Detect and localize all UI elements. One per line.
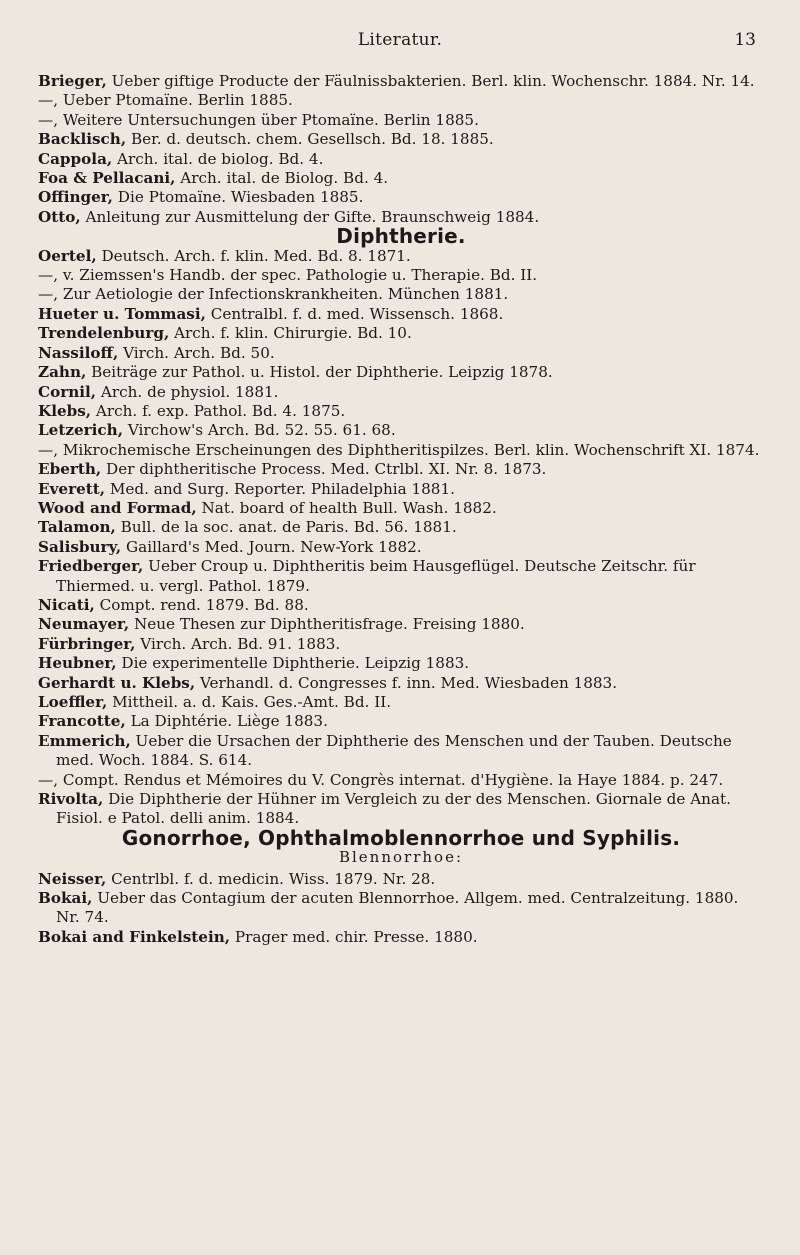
bibliography-entry — [38, 732, 764, 771]
bibliography-entry — [38, 421, 764, 440]
entry-text: Ueber Croup u. Diphtheritis beim Hausgeflügel. Deutsche Zeitschr. für Thiermed. u. vergl. Pathol. 1879. — [56, 557, 696, 595]
bibliography-entry — [38, 889, 764, 928]
bibliography-entry — [38, 654, 764, 673]
entry-text: Arch. f. klin. Chirurgie. Bd. 10. — [169, 324, 412, 343]
entry-text: Beiträge zur Pathol. u. Histol. der Diphtherie. Leipzig 1878. — [86, 363, 553, 382]
entry-author: Zahn, — [38, 363, 87, 382]
entry-text: Arch. ital. de biolog. Bd. 4. — [112, 149, 324, 168]
bibliography-entry — [38, 344, 764, 363]
bibliography-entry — [38, 790, 764, 829]
entry-text: Gaillard's Med. Journ. New-York 1882. — [121, 537, 422, 556]
running-title: Literatur. — [357, 30, 443, 50]
bibliography-entry — [38, 383, 764, 402]
bibliography-entry — [38, 247, 764, 266]
entry-text: Mittheil. a. d. Kais. Ges.-Amt. Bd. II. — [107, 693, 392, 711]
page-header — [0, 30, 800, 54]
entry-text: Centralbl. f. d. med. Wissensch. 1868. — [205, 304, 504, 323]
entry-author: Nassiloff, — [38, 343, 119, 362]
bibliography-entry — [38, 674, 764, 693]
entry-text: Der diphtheritische Process. Med. Ctrlbl. XI. Nr. 8. 1873. — [101, 460, 547, 479]
entry-text: Anleitung zur Ausmittelung der Gifte. Braunschweig 1884. — [80, 207, 540, 226]
entry-author: Salisbury, — [38, 537, 122, 556]
entry-text: Ueber die Ursachen der Diphtherie des Menschen und der Tauben. Deutsche med. Woch. 1884. S. 614. — [56, 731, 732, 770]
bibliography — [38, 72, 764, 947]
entry-text: Bull. de la soc. anat. de Paris. Bd. 56. 1881. — [115, 518, 457, 537]
entry-text: Neue Thesen zur Diphtheritisfrage. Freising 1880. — [129, 615, 525, 634]
entry-author: Cappola, — [38, 149, 113, 168]
entry-author: Gerhardt u. Klebs, — [38, 673, 196, 692]
entry-author: Talamon, — [38, 518, 116, 537]
entry-text: Arch. f. exp. Pathol. Bd. 4. 1875. — [91, 401, 346, 420]
bibliography-entry — [38, 635, 764, 654]
bibliography-entry — [38, 324, 764, 343]
bibliography-entry — [38, 460, 764, 479]
bibliography-entry — [38, 557, 764, 596]
entry-text: —, Mikrochemische Erscheinungen des Diphtheritispilzes. Berl. klin. Wochenschrift XI. 1874. — [38, 440, 760, 459]
entry-author: Cornil, — [38, 382, 97, 401]
entry-author: Bokai and Finkelstein, — [38, 927, 231, 946]
entry-text: —, Compt. Rendus et Mémoires du V. Congrès internat. d'Hygiène. la Haye 1884. p. 247. — [38, 770, 724, 789]
entry-text: Verhandl. d. Congresses f. inn. Med. Wiesbaden 1883. — [195, 673, 618, 692]
entry-author: Neumayer, — [38, 615, 130, 634]
bibliography-entry — [38, 111, 764, 130]
entry-author: Offinger, — [38, 188, 113, 207]
entry-text: Virch. Arch. Bd. 91. 1883. — [135, 634, 341, 653]
entry-text: —, Weitere Untersuchungen über Ptomaïne. Berlin 1885. — [38, 110, 479, 129]
bibliography-entry — [38, 480, 764, 499]
bibliography-entry — [38, 285, 764, 304]
bibliography-entry — [38, 266, 764, 285]
entry-text: Die experimentelle Diphtherie. Leipzig 1883. — [116, 654, 470, 673]
entry-author: Loeffler, — [38, 693, 108, 711]
entry-text: Ueber giftige Producte der Fäulnissbakterien. Berl. klin. Wochenschr. 1884. Nr. 14. — [106, 72, 755, 90]
bibliography-entry — [38, 150, 764, 169]
entry-author: Foa & Pellacani, — [38, 169, 176, 188]
entry-text: Med. and Surg. Reporter. Philadelphia 1881. — [105, 479, 455, 498]
entry-text: —, Zur Aetiologie der Infectionskrankheiten. München 1881. — [38, 285, 509, 304]
entry-text: Compt. rend. 1879. Bd. 88. — [94, 595, 309, 614]
entry-author: Fürbringer, — [38, 634, 136, 653]
entry-author: Heubner, — [38, 654, 117, 673]
bibliography-entry — [38, 518, 764, 537]
entry-text: La Diphtérie. Liège 1883. — [125, 712, 328, 731]
bibliography-entry — [38, 499, 764, 518]
entry-author: Neisser, — [38, 869, 107, 888]
entry-author: Francotte, — [38, 712, 126, 731]
entry-author: Hueter u. Tommasi, — [38, 304, 206, 323]
bibliography-entry — [38, 91, 764, 110]
entry-author: Oertel, — [38, 246, 97, 265]
entry-text: Centrlbl. f. d. medicin. Wiss. 1879. Nr. 28. — [106, 869, 436, 888]
entry-text: Die Ptomaïne. Wiesbaden 1885. — [112, 188, 364, 207]
entry-text: —, v. Ziemssen's Handb. der spec. Pathologie u. Therapie. Bd. II. — [38, 266, 538, 285]
entry-text: Arch. de physiol. 1881. — [96, 382, 279, 401]
bibliography-entry — [38, 441, 764, 460]
entry-text: Virchow's Arch. Bd. 52. 55. 61. 68. — [123, 421, 396, 440]
entry-author: Friedberger, — [38, 557, 144, 576]
entry-text: Deutsch. Arch. f. klin. Med. Bd. 8. 1871. — [96, 246, 411, 265]
bibliography-entry — [38, 693, 764, 712]
entry-author: Klebs, — [38, 401, 92, 420]
page-number: 13 — [734, 30, 756, 50]
bibliography-entry — [38, 169, 764, 188]
entry-text: Prager med. chir. Presse. 1880. — [230, 927, 478, 946]
entry-author: Backlisch, — [38, 130, 127, 149]
entry-text: Ber. d. deutsch. chem. Gesellsch. Bd. 18. 1885. — [126, 130, 494, 149]
bibliography-entry — [38, 596, 764, 615]
entry-text: —, Ueber Ptomaïne. Berlin 1885. — [38, 91, 293, 110]
subsection-heading: Blennorrhoe: — [338, 848, 463, 867]
entry-author: Emmerich, — [38, 731, 131, 750]
entry-text: Nat. board of health Bull. Wash. 1882. — [196, 498, 497, 517]
entry-author: Everett, — [38, 479, 106, 498]
bibliography-entry — [38, 712, 764, 731]
entry-author: Brieger, — [38, 72, 107, 90]
bibliography-entry — [38, 130, 764, 149]
bibliography-entry — [38, 72, 764, 91]
entry-author: Wood and Formad, — [38, 498, 197, 517]
entry-author: Eberth, — [38, 460, 102, 479]
section-heading: Gonorrhoe, Ophthalmoblennorrhoe und Syphilis. — [121, 825, 681, 850]
bibliography-entry — [38, 188, 764, 207]
entry-author: Rivolta, — [38, 790, 104, 809]
bibliography-entry — [38, 305, 764, 324]
entry-text: Virch. Arch. Bd. 50. — [118, 343, 275, 362]
bibliography-entry — [38, 771, 764, 790]
entry-text: Die Diphtherie der Hühner im Vergleich zu der des Menschen. Giornale de Anat. Fisiol. e Patol. delli anim. 1884. — [56, 790, 731, 828]
entry-author: Otto, — [38, 207, 81, 226]
entry-author: Nicati, — [38, 595, 95, 614]
bibliography-entry — [38, 928, 764, 947]
section-heading: Diphtherie. — [336, 224, 466, 249]
entry-author: Bokai, — [38, 889, 93, 908]
bibliography-entry — [38, 538, 764, 557]
entry-text: Ueber das Contagium der acuten Blennorrhoe. Allgem. med. Centralzeitung. 1880. Nr. 74. — [56, 889, 739, 927]
bibliography-entry — [38, 363, 764, 382]
entry-author: Letzerich, — [38, 421, 123, 440]
bibliography-entry — [38, 870, 764, 889]
entry-author: Trendelenburg, — [38, 324, 170, 343]
bibliography-entry — [38, 402, 764, 421]
bibliography-entry — [38, 615, 764, 634]
entry-text: Arch. ital. de Biolog. Bd. 4. — [175, 169, 389, 188]
